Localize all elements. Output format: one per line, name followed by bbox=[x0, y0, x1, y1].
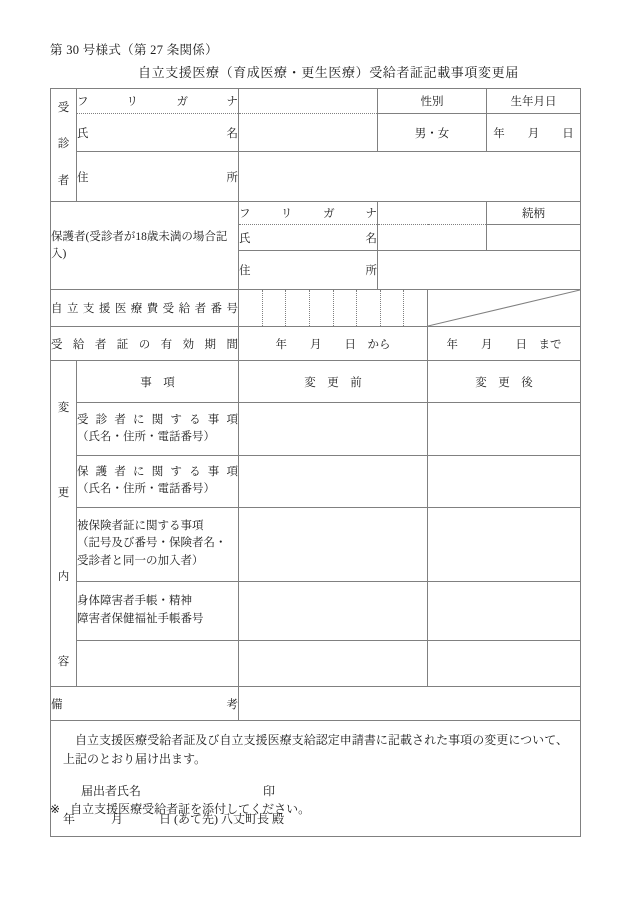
change-before-value[interactable] bbox=[239, 507, 428, 581]
addressee-prefix: (あて先) bbox=[174, 812, 219, 827]
guardian-relation-header: 続柄 bbox=[487, 202, 581, 225]
change-vertical-label bbox=[51, 361, 77, 687]
change-item-label bbox=[77, 403, 239, 455]
change-header-before: 変 更 前 bbox=[239, 361, 428, 403]
addressee-name: 八丈町長 bbox=[221, 812, 270, 827]
change-before-value[interactable] bbox=[239, 403, 428, 455]
patient-address-label: 住 所 bbox=[77, 152, 239, 202]
change-before-value[interactable] bbox=[239, 455, 428, 507]
guardian-address-label: 住 所 bbox=[239, 251, 378, 290]
change-after-value[interactable] bbox=[428, 455, 581, 507]
remarks-label: 備 考 bbox=[51, 687, 239, 721]
change-item-label bbox=[77, 455, 239, 507]
guardian-address-value[interactable] bbox=[378, 251, 581, 290]
guardian-furigana-label: フリガナ bbox=[239, 202, 378, 225]
reference-mark-icon: ※ bbox=[50, 802, 61, 816]
form-number: 第 30 号様式（第 27 条関係） bbox=[50, 43, 218, 57]
change-row bbox=[51, 507, 581, 581]
guardian-name-label: 氏 名 bbox=[239, 225, 378, 251]
patient-gender-header: 性別 bbox=[378, 89, 487, 114]
change-row bbox=[51, 455, 581, 507]
number-cell[interactable] bbox=[404, 290, 427, 326]
change-row bbox=[51, 640, 581, 686]
remarks-row bbox=[51, 687, 581, 721]
patient-address-row bbox=[51, 152, 581, 202]
number-cell[interactable] bbox=[286, 290, 310, 326]
recipient-number-row bbox=[51, 290, 581, 327]
declaration-row bbox=[51, 721, 581, 837]
honorific: 殿 bbox=[272, 812, 285, 827]
change-header-item: 事 項 bbox=[77, 361, 239, 403]
number-cell[interactable] bbox=[357, 290, 381, 326]
validity-period-label: 受給者証の有効期間 bbox=[51, 327, 239, 361]
submitter-label: 届出者氏名 bbox=[81, 784, 142, 799]
change-item-line: （記号及び番号・保険者名・ bbox=[77, 537, 227, 550]
change-after-value[interactable] bbox=[428, 581, 581, 640]
change-item-line: 受診者に関する事項 bbox=[77, 413, 238, 426]
patient-gender-options[interactable]: 男・女 bbox=[378, 114, 487, 152]
patient-name-label: 氏 名 bbox=[77, 114, 239, 152]
patient-address-value[interactable] bbox=[239, 152, 581, 202]
number-cell[interactable] bbox=[381, 290, 405, 326]
number-cell[interactable] bbox=[310, 290, 334, 326]
declaration-block bbox=[51, 721, 581, 837]
patient-name-value[interactable] bbox=[239, 114, 378, 152]
number-cell[interactable] bbox=[239, 290, 263, 326]
change-header-after: 変 更 後 bbox=[428, 361, 581, 403]
validity-period-to[interactable]: 年 月 日 まで bbox=[428, 327, 581, 361]
change-after-value[interactable] bbox=[428, 403, 581, 455]
patient-label-char-2: 診 bbox=[57, 138, 70, 151]
patient-name-row bbox=[51, 114, 581, 152]
patient-furigana-label: フリガナ bbox=[77, 89, 239, 114]
change-item-label bbox=[77, 581, 239, 640]
patient-label-char-1: 受 bbox=[57, 101, 70, 114]
footnote-text: 自立支援医療受給者証を添付してください。 bbox=[70, 802, 311, 816]
number-cell[interactable] bbox=[334, 290, 358, 326]
change-item-label[interactable] bbox=[77, 640, 239, 686]
guardian-furigana-row bbox=[51, 202, 581, 225]
patient-birthdate-fields[interactable]: 年 月 日 bbox=[487, 114, 581, 152]
recipient-number-label: 自立支援医療費受給者番号 bbox=[51, 290, 239, 327]
change-label-char-4: 容 bbox=[57, 655, 70, 668]
change-after-value[interactable] bbox=[428, 640, 581, 686]
validity-period-row bbox=[51, 327, 581, 361]
declaration-date-fields[interactable]: 年 月 日 bbox=[63, 812, 172, 827]
number-cell[interactable] bbox=[263, 290, 287, 326]
page-title: 自立支援医療（育成医療・更生医療）受給者証記載事項変更届 bbox=[138, 65, 519, 80]
recipient-number-boxes[interactable] bbox=[239, 290, 428, 327]
change-item-line: （氏名・住所・電話番号） bbox=[77, 430, 215, 443]
guardian-name-value[interactable] bbox=[378, 225, 487, 251]
patient-birthdate-header: 生年月日 bbox=[487, 89, 581, 114]
change-label-char-1: 変 bbox=[57, 402, 70, 414]
change-label-char-3: 内 bbox=[57, 571, 70, 583]
change-after-value[interactable] bbox=[428, 507, 581, 581]
change-item-line: 受診者と同一の加入者） bbox=[77, 554, 204, 567]
seal-label: 印 bbox=[263, 784, 276, 799]
remarks-value[interactable] bbox=[239, 687, 581, 721]
guardian-relation-value[interactable] bbox=[487, 225, 581, 251]
patient-vertical-label bbox=[51, 89, 77, 202]
change-item-line: 保護者に関する事項 bbox=[77, 465, 238, 478]
declaration-text: 自立支援医療受給者証及び自立支援医療支給認定申請書に記載された事項の変更について、上記のとおり届け出ます。 bbox=[63, 733, 568, 766]
patient-label-char-3: 者 bbox=[57, 174, 70, 187]
change-item-line: 被保険者証に関する事項 bbox=[77, 520, 204, 533]
footnote bbox=[50, 800, 310, 817]
patient-furigana-row bbox=[51, 89, 581, 114]
change-item-line: 障害者保健福祉手帳番号 bbox=[77, 612, 204, 625]
change-before-value[interactable] bbox=[239, 640, 428, 686]
change-item-line: （氏名・住所・電話番号） bbox=[77, 483, 215, 496]
change-item-line: 身体障害者手帳・精神 bbox=[77, 595, 192, 608]
patient-furigana-value[interactable] bbox=[239, 89, 378, 114]
change-label-char-2: 更 bbox=[57, 486, 70, 499]
validity-period-from[interactable]: 年 月 日 から bbox=[239, 327, 428, 361]
guardian-section-label: 保護者(受診者が18歳未満の場合記入) bbox=[51, 202, 239, 290]
crossed-out-area bbox=[428, 290, 581, 327]
main-form-table bbox=[50, 88, 581, 837]
guardian-furigana-value[interactable] bbox=[378, 202, 487, 225]
change-before-value[interactable] bbox=[239, 581, 428, 640]
change-row bbox=[51, 581, 581, 640]
change-header-row bbox=[51, 361, 581, 403]
change-item-label bbox=[77, 507, 239, 581]
submitter-line bbox=[63, 782, 568, 800]
change-row bbox=[51, 403, 581, 455]
